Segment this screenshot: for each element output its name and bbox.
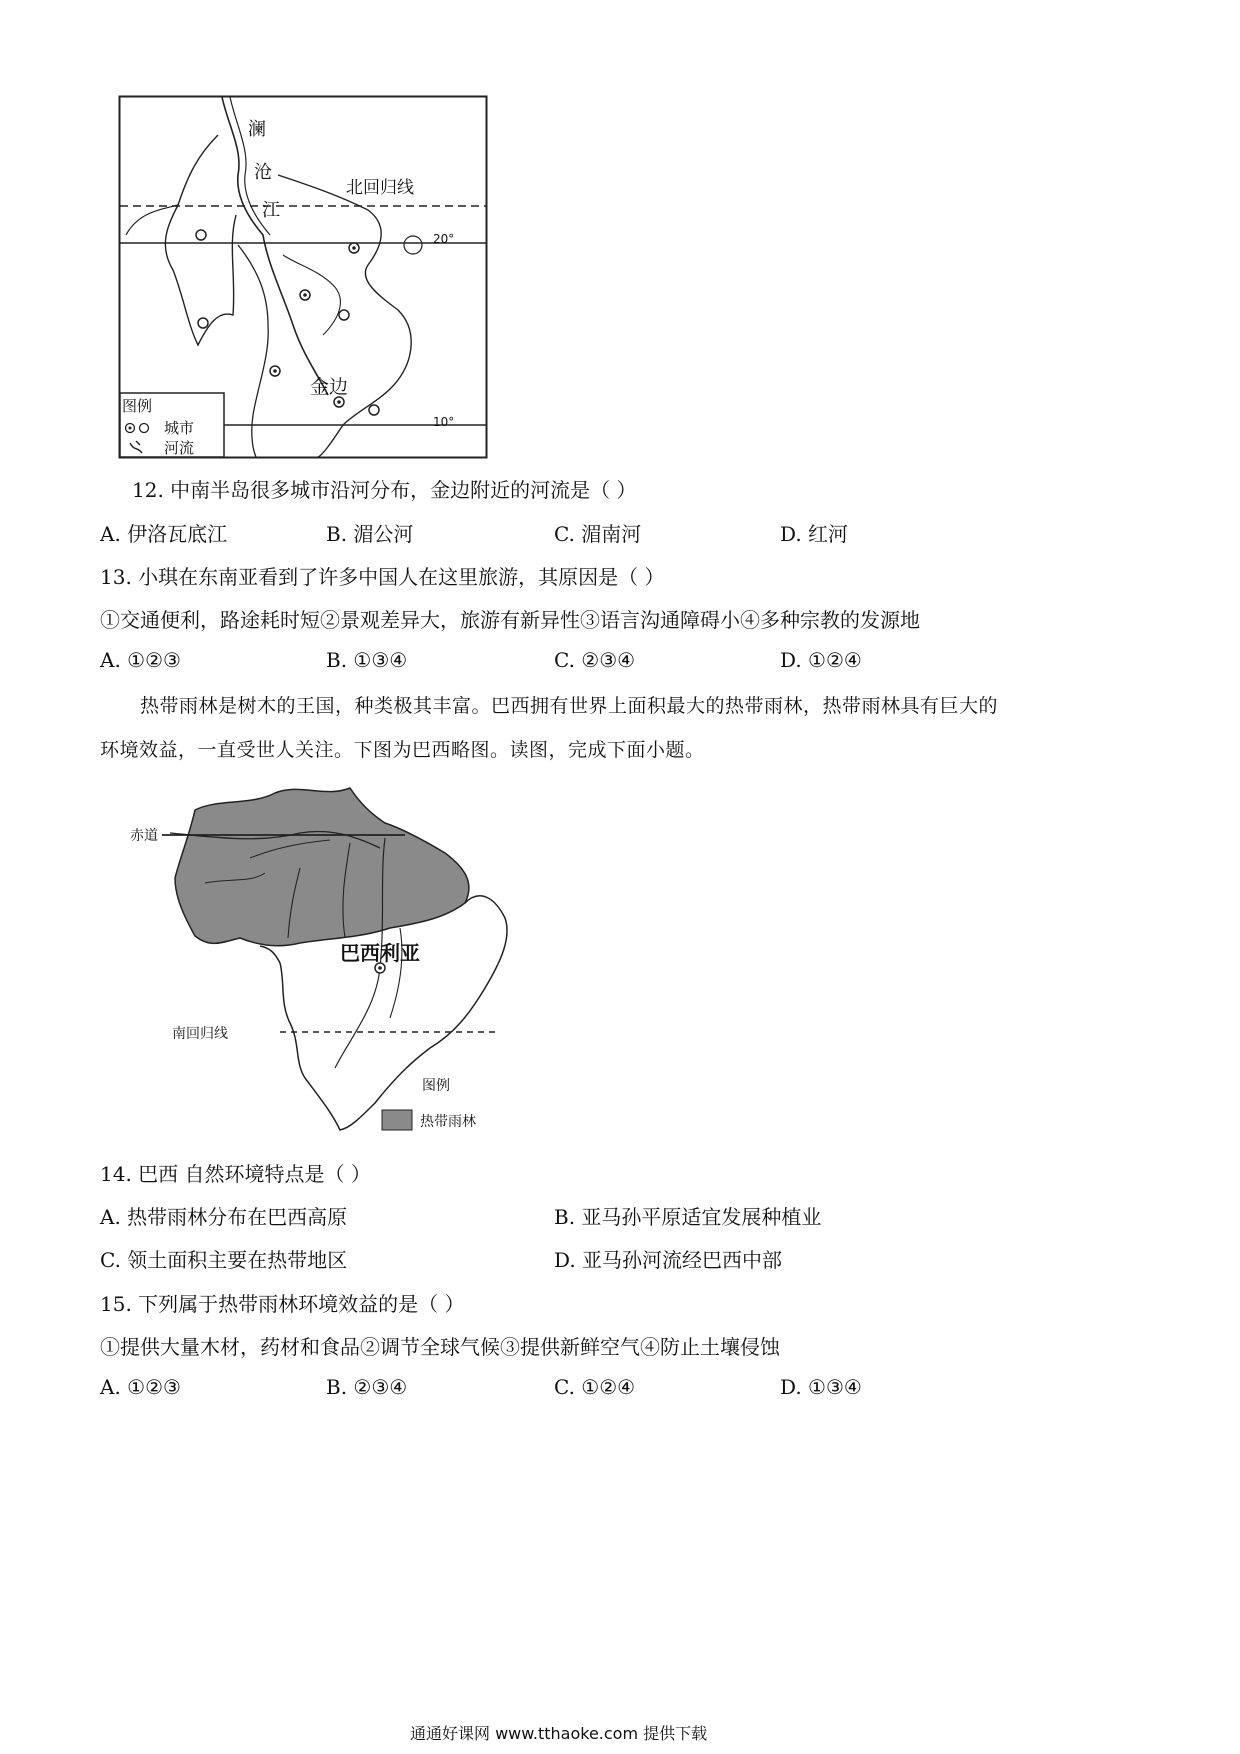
q12-option-b[interactable]: B. 湄公河 [326, 522, 414, 546]
q12-option-c[interactable]: C. 湄南河 [554, 522, 642, 546]
brazil-map [100, 778, 540, 1140]
q15-option-d[interactable]: D. ①③④ [780, 1375, 862, 1399]
legend-title: 图例 [122, 397, 153, 415]
phnom-penh-label: 金边 [310, 376, 349, 398]
city-marker [196, 230, 206, 240]
q13-option-d[interactable]: D. ①②④ [780, 648, 862, 672]
brasilia-label: 巴西利亚 [340, 941, 420, 965]
q15-option-a[interactable]: A. ①②③ [100, 1375, 181, 1399]
q15-option-b[interactable]: B. ②③④ [326, 1375, 408, 1399]
q15-stem: 15. 下列属于热带雨林环境效益的是（ ） [100, 1292, 465, 1316]
q15-option-c[interactable]: C. ①②④ [554, 1375, 636, 1399]
intro-line-1: 热带雨林是树木的王国，种类极其丰富。巴西拥有世界上面积最大的热带雨林，热带雨林具有巨大的 [140, 695, 999, 717]
river-label-char: 江 [262, 200, 280, 221]
lat-20-label: 20° [433, 232, 455, 246]
river-label-char: 澜 [248, 119, 266, 140]
q13-option-b[interactable]: B. ①③④ [326, 648, 408, 672]
q14-option-d[interactable]: D. 亚马孙河流经巴西中部 [554, 1248, 783, 1272]
q14-option-c[interactable]: C. 领土面积主要在热带地区 [100, 1248, 348, 1272]
q12-stem: 12. 中南半岛很多城市沿河分布，金边附近的河流是（ ） [132, 478, 637, 502]
indochina-map [118, 95, 488, 460]
city-marker [198, 318, 208, 328]
legend-river: 河流 [164, 439, 195, 457]
tropic-label: 南回归线 [172, 1026, 228, 1042]
city-marker [339, 310, 349, 320]
q14-option-b[interactable]: B. 亚马孙平原适宜发展种植业 [554, 1205, 822, 1229]
q15-items: ①提供大量木材，药材和食品②调节全球气候③提供新鲜空气④防止土壤侵蚀 [100, 1335, 780, 1359]
river-label-char: 沧 [254, 162, 272, 183]
q12-option-a[interactable]: A. 伊洛瓦底江 [100, 522, 228, 546]
legend-title: 图例 [422, 1078, 450, 1094]
page-footer: 通通好课网 www.tthaoke.com 提供下载 [410, 1724, 708, 1743]
q13-option-a[interactable]: A. ①②③ [100, 648, 181, 672]
q13-items: ①交通便利，路途耗时短②景观差异大，旅游有新异性③语言沟通障碍小④多种宗教的发源地 [100, 608, 920, 632]
tropic-label: 北回归线 [346, 178, 414, 198]
q14-option-a[interactable]: A. 热带雨林分布在巴西高原 [100, 1205, 348, 1229]
intro-line-2: 环境效益，一直受世人关注。下图为巴西略图。读图，完成下面小题。 [100, 739, 705, 761]
q14-stem: 14. 巴西 自然环境特点是（ ） [100, 1162, 371, 1186]
q13-option-c[interactable]: C. ②③④ [554, 648, 636, 672]
rainforest-region [175, 788, 469, 946]
lat-10-label: 10° [433, 415, 455, 429]
legend-city: 城市 [164, 419, 195, 437]
city-marker [369, 405, 379, 415]
legend-rainforest: 热带雨林 [420, 1114, 476, 1130]
legend-swatch [382, 1110, 412, 1130]
q13-stem: 13. 小琪在东南亚看到了许多中国人在这里旅游，其原因是（ ） [100, 565, 665, 589]
equator-label: 赤道 [130, 828, 158, 844]
q12-option-d[interactable]: D. 红河 [780, 522, 849, 546]
